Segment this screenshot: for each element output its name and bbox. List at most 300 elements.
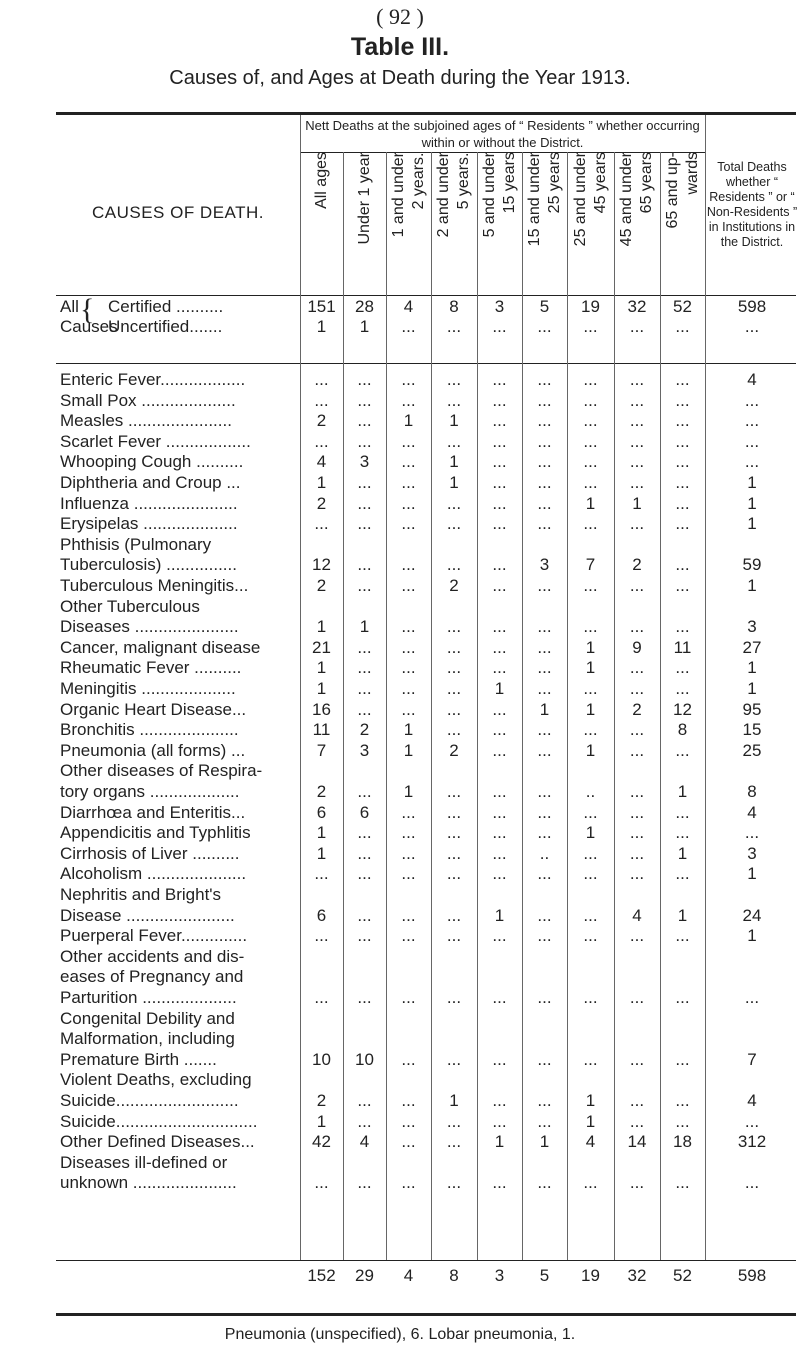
table-cell: 1 [747, 576, 757, 595]
table-cell: ... [583, 431, 598, 451]
cause-label: eases of Pregnancy and [60, 967, 244, 987]
table-cell: 1 [747, 679, 757, 698]
table-cell: ... [583, 926, 598, 946]
table-cell: 27 [742, 637, 762, 657]
table-cell: 1 [449, 473, 459, 492]
table-cell: ... [357, 473, 372, 492]
table-cell: ... [675, 431, 690, 451]
table-cell: ... [446, 514, 462, 534]
table-cell: ... [675, 679, 690, 698]
table-cell: ... [583, 473, 598, 492]
table-cell: ... [537, 411, 552, 431]
table-cell: 10 [312, 1049, 331, 1069]
table-cell: ... [675, 1091, 690, 1110]
table-cell: ... [357, 411, 372, 431]
table-cell: 28 [355, 297, 374, 316]
cause-label: Diphtheria and Croup ... [60, 473, 241, 492]
table-cell: ... [492, 864, 507, 884]
table-cell: ... [629, 720, 645, 740]
cause-label: Influenza ...................... [60, 493, 238, 513]
table-cell: ... [401, 637, 416, 657]
cause-label: Premature Birth ....... [60, 1049, 217, 1069]
table-cell: ... [492, 370, 507, 389]
table-cell: ... [675, 514, 690, 534]
table-cell: ... [446, 637, 462, 657]
table-cell: ... [675, 988, 690, 1007]
table-cell: ... [629, 452, 645, 472]
table-cell: 1 [747, 493, 757, 513]
table-cell: 2 [316, 1091, 327, 1110]
table-cell: ... [401, 493, 416, 513]
table-cell: ... [537, 617, 552, 637]
table-cell: 151 [307, 297, 336, 316]
table-cell: 1 [632, 493, 642, 513]
table-cell: ... [446, 926, 462, 946]
age-column-header [614, 152, 660, 290]
total-cell: 52 [673, 1266, 692, 1285]
table-cell: ... [675, 390, 690, 410]
table-cell: ... [446, 988, 462, 1007]
table-cell: 8 [677, 720, 688, 740]
total-top-rule [56, 1260, 796, 1261]
page-number: ( 92 ) [376, 4, 424, 29]
table-cell: 2 [316, 493, 327, 513]
table-cell: ... [492, 637, 507, 657]
table-cell: 1 [747, 926, 757, 946]
table-cell: 4 [747, 370, 757, 389]
table-cell: ... [446, 555, 462, 575]
table-cell: ... [446, 1173, 462, 1193]
cause-label: Other accidents and dis- [60, 946, 245, 966]
table-cell: 2 [632, 699, 642, 719]
table-cell: ... [401, 317, 416, 336]
table-cell: 95 [742, 699, 762, 719]
table-cell: 1 [403, 782, 414, 801]
table-cell: ... [492, 988, 507, 1007]
table-cell: ... [744, 431, 760, 451]
table-cell: 1 [403, 720, 414, 740]
table-cell: ... [314, 370, 329, 389]
table-cell: ... [629, 802, 645, 822]
table-cell: ... [675, 576, 690, 595]
table-cell: 42 [312, 1132, 331, 1152]
table-cell: 2 [316, 782, 327, 801]
age-column-header-label: All ages [312, 152, 330, 209]
table-cell: 7 [316, 740, 327, 760]
table-cell: ... [446, 370, 462, 389]
table-cell: ... [401, 905, 416, 925]
table-cell: 1 [449, 452, 459, 472]
table-cell: 6 [316, 802, 327, 822]
table-cell: 2 [449, 740, 459, 760]
table-cell: ... [744, 317, 760, 336]
table-cell: ... [492, 740, 507, 760]
table-cell: ... [583, 1049, 598, 1069]
cause-label: Organic Heart Disease... [60, 699, 247, 719]
table-cell: ... [583, 905, 598, 925]
table-cell: ... [629, 473, 645, 492]
table-cell: ... [629, 576, 645, 595]
table-cell: ... [401, 390, 416, 410]
table-cell: ... [492, 390, 507, 410]
cause-label: Rheumatic Fever .......... [60, 658, 242, 678]
table-cell: ... [357, 514, 372, 534]
table-cell: ... [401, 473, 416, 492]
table-cell: 2 [632, 555, 642, 575]
cause-label: Malformation, including [60, 1029, 235, 1049]
table-cell: 11 [673, 637, 692, 657]
total-cell: 19 [581, 1266, 600, 1285]
table-cell: ... [492, 802, 507, 822]
table-cell: ... [744, 1111, 760, 1131]
table-cell: ... [446, 1049, 462, 1069]
age-column-header [660, 152, 705, 290]
table-cell: ... [357, 679, 372, 698]
table-cell: 2 [449, 576, 459, 595]
table-cell: ... [492, 452, 507, 472]
table-cell: ... [357, 637, 372, 657]
table-cell: ... [492, 1091, 507, 1110]
table-cell: 25 [742, 740, 762, 760]
table-cell: ... [675, 926, 690, 946]
table-cell: ... [401, 370, 416, 389]
table-cell: 1 [403, 411, 414, 431]
table-cell: ... [629, 1173, 645, 1193]
table-cell: ... [401, 988, 416, 1007]
table-cell: 8 [449, 297, 459, 316]
table-cell: ... [629, 782, 645, 801]
table-cell: 10 [355, 1049, 374, 1069]
cause-label: Whooping Cough .......... [60, 452, 244, 472]
cause-label: Nephritis and Bright's [60, 885, 222, 904]
table-cell: ... [492, 555, 507, 575]
table-cell: 3 [359, 740, 370, 760]
age-column-header-label: 2 and under 5 years. [435, 152, 472, 238]
table-cell: 1 [316, 1111, 327, 1131]
table-cell: ... [744, 1173, 760, 1193]
age-column-header-label: 1 and under 2 years. [389, 152, 427, 238]
table-cell: ... [675, 370, 690, 389]
total-cell: 598 [737, 1266, 767, 1285]
table-cell: ... [675, 864, 690, 884]
table-cell: ... [537, 576, 552, 595]
table-cell: 1 [316, 823, 327, 843]
table-cell: ... [401, 843, 416, 863]
cause-label: Other diseases of Respira- [60, 761, 263, 781]
table-cell: 1 [585, 1111, 596, 1131]
table-cell: 21 [312, 637, 331, 657]
table-cell: 32 [627, 297, 647, 316]
table-cell: ... [629, 1091, 645, 1110]
table-cell: ... [446, 390, 462, 410]
table-cell: 18 [673, 1132, 692, 1152]
table-cell: ... [446, 1132, 462, 1152]
table-cell: ... [401, 926, 416, 946]
cause-label: Other Tuberculous [60, 596, 200, 616]
table-cell: ... [446, 679, 462, 698]
brace-icon: { [80, 293, 95, 326]
table-cell: ... [401, 658, 416, 678]
table-cell: ... [744, 988, 760, 1007]
table-cell: ... [583, 617, 598, 637]
table-cell: ... [357, 493, 372, 513]
table-cell: ... [675, 1049, 690, 1069]
age-column-header-label: 15 and under 25 years [525, 152, 563, 247]
table-cell: ... [357, 988, 372, 1007]
table-cell: ... [357, 555, 372, 575]
table-cell: 1 [316, 473, 327, 492]
cause-label: Bronchitis ..................... [60, 720, 239, 740]
cause-label: Other Defined Diseases... [60, 1132, 255, 1152]
table-cell: ... [537, 658, 552, 678]
age-column-header-label: Under 1 year [355, 152, 373, 245]
cause-label: Cirrhosis of Liver .......... [60, 843, 240, 863]
table-cell: ... [537, 1173, 552, 1193]
table-cell: ... [583, 988, 598, 1007]
table-cell: 1 [316, 679, 327, 698]
table-cell: ... [675, 617, 690, 637]
table-cell: ... [357, 390, 372, 410]
table-cell: ... [675, 802, 690, 822]
age-column-header [300, 152, 343, 290]
table-cell: ... [537, 1049, 552, 1069]
table-cell: 19 [581, 297, 600, 316]
table-cell: ... [446, 782, 462, 801]
table-cell: 4 [316, 452, 327, 472]
table-cell: ... [446, 843, 462, 863]
table-cell: ... [446, 699, 462, 719]
table-cell: 52 [673, 297, 692, 316]
all-causes-label: All [60, 297, 79, 316]
table-cell: ... [583, 843, 598, 863]
table-cell: ... [446, 823, 462, 843]
table-cell: ... [583, 411, 598, 431]
cause-label: Meningitis .................... [60, 679, 236, 698]
table-cell: ... [537, 1091, 552, 1110]
table-cell: ... [629, 864, 645, 884]
subtotal-rule [56, 363, 796, 364]
table-cell: 24 [742, 905, 762, 925]
table-cell: ... [492, 926, 507, 946]
table-cell: 1 [316, 843, 327, 863]
cause-label: Tuberculosis) ............... [60, 555, 237, 575]
table-cell: ... [357, 843, 372, 863]
table-cell: 1 [316, 317, 327, 336]
table-cell: ... [492, 658, 507, 678]
table-cell: ... [629, 617, 645, 637]
table-cell: 2 [316, 411, 327, 431]
table-cell: ... [583, 1173, 598, 1193]
cause-label: Erysipelas .................... [60, 514, 238, 534]
cause-label: Pneumonia (all forms) ... [60, 740, 246, 760]
table-cell: ... [492, 699, 507, 719]
table-cell: ... [492, 843, 507, 863]
table-cell: 5 [539, 297, 550, 316]
table-cell: ... [401, 1049, 416, 1069]
table-cell: ... [446, 317, 462, 336]
table-cell: ... [583, 390, 598, 410]
table-cell: ... [537, 493, 552, 513]
table-cell: ... [446, 658, 462, 678]
table-cell: ... [537, 514, 552, 534]
table-cell: .. [585, 782, 596, 801]
cause-label: Uncertified....... [108, 317, 223, 336]
cause-label: Puerperal Fever.............. [60, 926, 248, 946]
table-cell: ... [401, 699, 416, 719]
table-cell: ... [583, 864, 598, 884]
total-deaths-header: Total Deaths whether “ Residents ” or “ Non-Residents ” in Institutions in the District. [706, 160, 798, 249]
age-column-header-label: 25 and under 45 years [571, 152, 609, 247]
table-cell: 4 [359, 1132, 370, 1152]
age-column-header [343, 152, 386, 290]
table-cell: ... [675, 658, 690, 678]
table-cell: 4 [632, 905, 642, 925]
table-cell: ... [401, 802, 416, 822]
table-cell: ... [401, 864, 416, 884]
table-cell: 1 [316, 617, 327, 637]
table-cell: ... [675, 823, 690, 843]
table-cell: ... [401, 555, 416, 575]
age-column-header [567, 152, 614, 290]
table-cell: 598 [737, 297, 767, 316]
cause-label: Tuberculous Meningitis... [60, 576, 249, 595]
total-cell: 152 [307, 1266, 336, 1285]
table-cell: 1 [585, 823, 596, 843]
table-cell: ... [537, 926, 552, 946]
table-cell: ... [314, 926, 329, 946]
age-column-header-label: 5 and under 15 years [480, 152, 518, 238]
cause-label: Phthisis (Pulmonary [60, 534, 212, 554]
table-cell: ... [446, 864, 462, 884]
table-cell: ... [583, 576, 598, 595]
table-cell: ... [629, 317, 645, 336]
table-cell: ... [401, 1091, 416, 1110]
table-cell: 1 [316, 658, 327, 678]
age-column-header-label: 45 and under 65 years [618, 152, 655, 247]
table-cell: 3 [539, 555, 550, 575]
cause-label: Appendicitis and Typhlitis [60, 823, 251, 843]
table-cell: ... [629, 823, 645, 843]
table-cell: 1 [585, 740, 596, 760]
cause-label: Disease ....................... [60, 905, 235, 925]
table-cell: ... [675, 493, 690, 513]
table-cell: ... [446, 720, 462, 740]
table-cell: ... [401, 679, 416, 698]
table-cell: ... [537, 390, 552, 410]
table-cell: ... [629, 1049, 645, 1069]
table-cell: 6 [316, 905, 327, 925]
cause-label: Suicide.............................. [60, 1111, 258, 1131]
table-cell: ... [675, 740, 690, 760]
cause-label: unknown ...................... [60, 1173, 237, 1193]
table-cell: ... [583, 452, 598, 472]
table-cell: ... [314, 1173, 329, 1193]
table-cell: ... [446, 1111, 462, 1131]
table-cell: ... [357, 782, 372, 801]
table-cell: ... [357, 431, 372, 451]
table-cell: ... [629, 679, 645, 698]
table-cell: ... [675, 317, 690, 336]
table-cell: ... [357, 699, 372, 719]
table-cell: 7 [585, 555, 596, 575]
table-cell: ... [537, 637, 552, 657]
table-cell: 1 [494, 905, 505, 925]
table-cell: ... [744, 390, 760, 410]
cause-label: Parturition .................... [60, 988, 237, 1007]
table-cell: 4 [747, 1091, 757, 1110]
table-cell: ... [492, 1173, 507, 1193]
table-cell: 12 [673, 699, 692, 719]
table-cell: 14 [627, 1132, 647, 1152]
table-cell: ... [537, 370, 552, 389]
age-column-header-label: 65 and up- wards [663, 152, 701, 229]
table-cell: ... [675, 411, 690, 431]
table-cell: 9 [632, 637, 642, 657]
footnote: Pneumonia (unspecified), 6. Lobar pneumonia, 1. [224, 1326, 576, 1343]
table-cell: ... [492, 411, 507, 431]
table-cell: ... [357, 658, 372, 678]
cause-label: tory organs ................... [60, 782, 240, 801]
table-cell: ... [537, 988, 552, 1007]
table-cell: ... [583, 514, 598, 534]
table-cell: 6 [359, 802, 370, 822]
table-cell: ... [357, 905, 372, 925]
header-note: Nett Deaths at the subjoined ages of “ Residents ” whether occurring within or without the District. [305, 118, 700, 150]
table-cell: 1 [494, 679, 505, 698]
table-cell: ... [629, 370, 645, 389]
table-cell: ... [537, 864, 552, 884]
table-cell: ... [314, 431, 329, 451]
total-cell: 32 [627, 1266, 647, 1285]
table-cell: ... [537, 679, 552, 698]
table-cell: ... [629, 1111, 645, 1131]
table-cell: ... [629, 411, 645, 431]
table-cell: 1 [403, 740, 414, 760]
header-rule [56, 295, 796, 296]
table-cell: ... [492, 823, 507, 843]
cause-label: Suicide.......................... [60, 1091, 239, 1110]
age-column-header [477, 152, 522, 290]
table-cell: ... [492, 576, 507, 595]
table-cell: ... [492, 514, 507, 534]
age-column-header [386, 152, 431, 290]
table-cell: 4 [585, 1132, 596, 1152]
table-cell: ... [675, 452, 690, 472]
table-cell: ... [492, 1049, 507, 1069]
cause-label: Cancer, malignant disease [60, 637, 261, 657]
table-cell: 1 [677, 782, 688, 801]
table-cell: 1 [747, 514, 757, 534]
table-cell: ... [629, 431, 645, 451]
table-cell: ... [357, 370, 372, 389]
table-cell: ... [675, 1111, 690, 1131]
table-cell: ... [492, 473, 507, 492]
table-cell: 3 [747, 843, 757, 863]
table-cell: ... [537, 317, 552, 336]
table-cell: ... [629, 658, 645, 678]
cause-label: Scarlet Fever .................. [60, 431, 251, 451]
table-cell: 312 [737, 1132, 767, 1152]
cause-label: Congenital Debility and [60, 1008, 235, 1028]
table-cell: ... [537, 740, 552, 760]
cause-label: Diseases ill-defined or [60, 1152, 228, 1172]
table-subtitle: Causes of, and Ages at Death during the Year 1913. [169, 67, 631, 89]
table-cell: ... [446, 431, 462, 451]
table-cell: 7 [747, 1049, 757, 1069]
table-cell: ... [357, 1091, 372, 1110]
table-cell: 1 [585, 493, 596, 513]
table-cell: 1 [747, 658, 757, 678]
